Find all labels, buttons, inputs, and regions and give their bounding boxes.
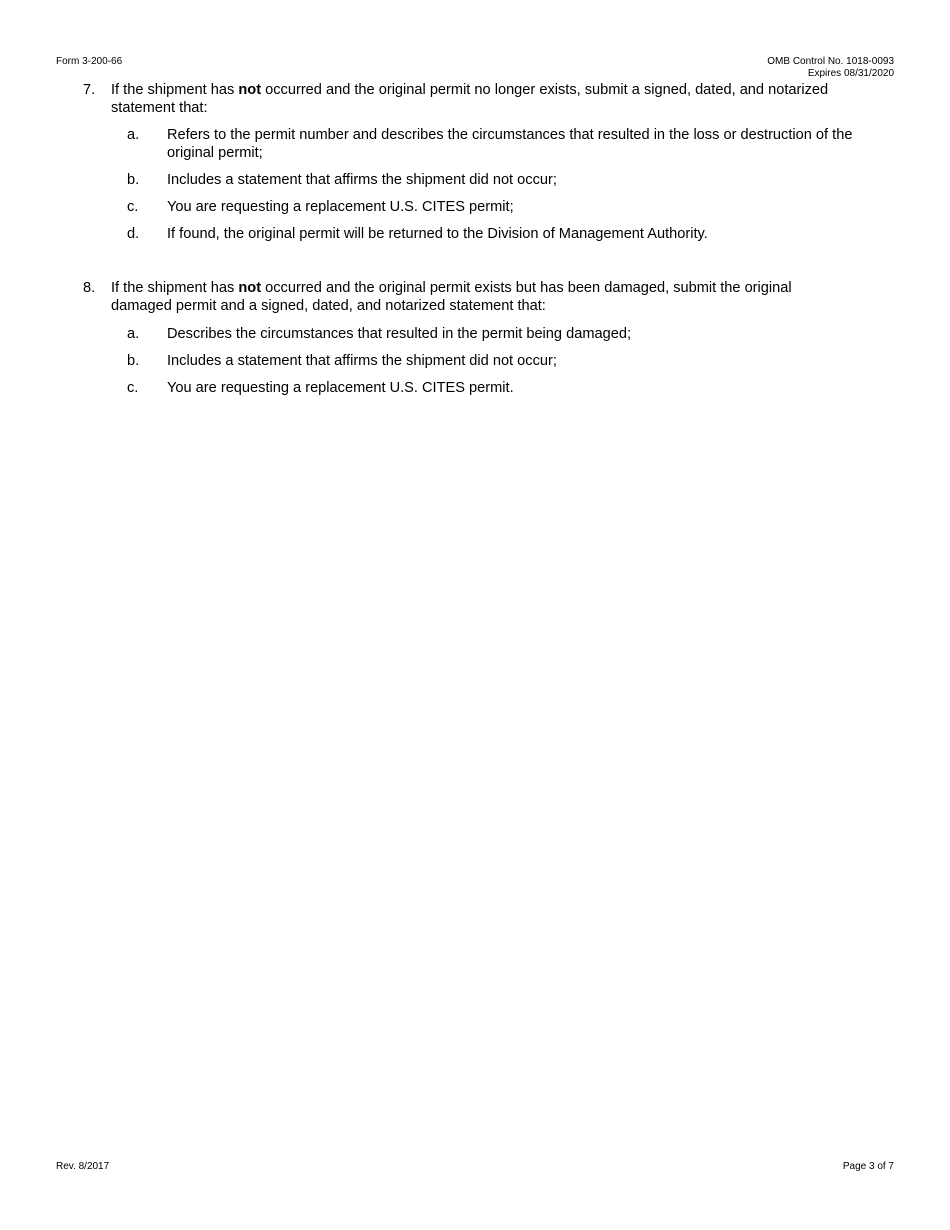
item-number: 7.: [83, 82, 96, 98]
instruction-item-7: [83, 81, 843, 117]
sub-item-8a: [127, 325, 887, 343]
sub-item-text: You are requesting a replacement U.S. CITES permit;: [167, 199, 514, 215]
instruction-item-8: [83, 279, 853, 315]
sub-item-7b: [127, 171, 887, 189]
sub-item-7a: [127, 126, 887, 162]
sub-item-text: Refers to the permit number and describes the circumstances that resulted in the loss or destruction of the original permit;: [167, 127, 853, 161]
header-omb-block: [767, 56, 894, 80]
sub-item-text: Includes a statement that affirms the shipment did not occur;: [167, 172, 557, 188]
form-number: Form 3-200-66: [56, 56, 123, 67]
expiration-date: Expires 08/31/2020: [807, 68, 894, 79]
sub-item-text: You are requesting a replacement U.S. CITES permit.: [167, 380, 514, 396]
sub-item-text: Describes the circumstances that resulted in the permit being damaged;: [167, 326, 631, 342]
sub-item-7c: [127, 198, 887, 216]
page-number: Page 3 of 7: [842, 1161, 894, 1172]
sub-item-letter: c.: [127, 199, 139, 215]
sub-item-7d: [127, 225, 887, 243]
sub-item-8c: [127, 379, 887, 397]
sub-item-letter: b.: [127, 353, 140, 369]
revision-date: Rev. 8/2017: [56, 1161, 110, 1172]
sub-item-letter: b.: [127, 172, 140, 188]
sub-item-8b: [127, 352, 887, 370]
emphasis-not: not: [238, 280, 262, 296]
sub-item-letter: a.: [127, 326, 140, 342]
omb-control-number: OMB Control No. 1018-0093: [767, 56, 894, 67]
item-number: 8.: [83, 280, 96, 296]
sub-item-text: Includes a statement that affirms the shipment did not occur;: [167, 353, 557, 369]
sub-item-letter: d.: [127, 226, 140, 242]
sub-item-text: If found, the original permit will be returned to the Division of Management Authority.: [167, 226, 708, 242]
sub-item-letter: c.: [127, 380, 139, 396]
emphasis-not: not: [238, 82, 262, 98]
item-text: If the shipment has not occurred and the original permit no longer exists, submit a signed, dated, and notarized statement that:: [111, 82, 829, 116]
sub-item-letter: a.: [127, 127, 140, 143]
item-text: If the shipment has not occurred and the original permit exists but has been damaged, submit the original damaged permit and a signed, dated, and notarized statement that:: [111, 280, 792, 314]
